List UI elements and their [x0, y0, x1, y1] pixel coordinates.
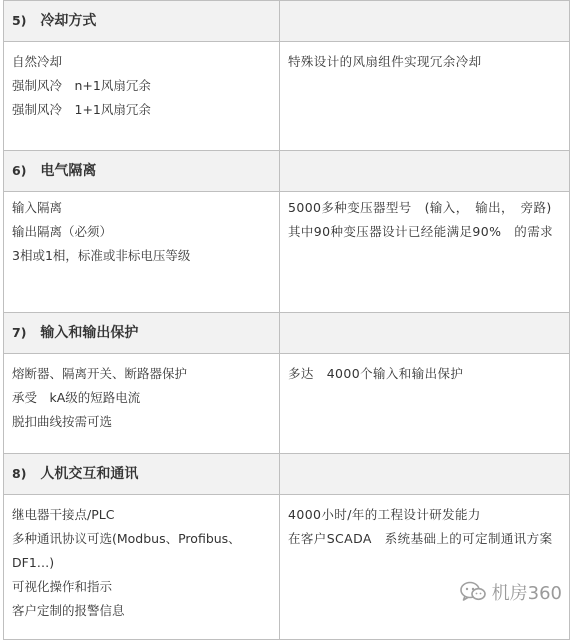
- feature-text: 4000小时/年的工程设计研发能力: [288, 507, 481, 522]
- section-title: 人机交互和通讯: [40, 466, 139, 482]
- options-cell: [4, 354, 280, 454]
- option-line: DF1…): [12, 555, 55, 570]
- option-line: 客户定制的报警信息: [12, 603, 125, 618]
- options-cell: [4, 495, 280, 640]
- section-header-empty-cell: [280, 151, 570, 192]
- section-body-cooling: [4, 42, 570, 151]
- option-line: 强制风冷 n+1风扇冗余: [12, 78, 151, 93]
- option-line: 强制风冷 1+1风扇冗余: [12, 102, 151, 117]
- section-title: 冷却方式: [40, 13, 97, 29]
- section-header-isolation: [4, 151, 570, 192]
- spec-table: [3, 0, 570, 640]
- feature-text: 特殊设计的风扇组件实现冗余冷却: [288, 54, 482, 69]
- option-line: 输出隔离（必须）: [12, 224, 113, 239]
- section-number: 7): [12, 325, 27, 340]
- section-title-cell: [4, 151, 280, 192]
- wechat-icon: [460, 581, 486, 603]
- option-line: 多种通讯协议可选(Modbus、Profibus、: [12, 531, 241, 546]
- section-number: 5): [12, 13, 27, 28]
- section-header-protection: [4, 313, 570, 354]
- section-body-isolation: [4, 192, 570, 313]
- section-body-protection: [4, 354, 570, 454]
- section-header-hmi: [4, 454, 570, 495]
- options-cell: [4, 192, 280, 313]
- feature-cell: [280, 354, 570, 454]
- section-header-empty-cell: [280, 1, 570, 42]
- section-title-cell: [4, 1, 280, 42]
- section-header-empty-cell: [280, 313, 570, 354]
- feature-text: 多达 4000个输入和输出保护: [288, 366, 464, 381]
- feature-text: 5000多种变压器型号 (输入， 输出， 旁路): [288, 200, 552, 215]
- watermark-text: 机房360: [491, 583, 562, 604]
- options-cell: [4, 42, 280, 151]
- section-number: 6): [12, 163, 27, 178]
- option-line: 可视化操作和指示: [12, 579, 113, 594]
- section-title-cell: [4, 454, 280, 495]
- section-title: 输入和输出保护: [40, 325, 139, 341]
- watermark: [460, 579, 562, 605]
- option-line: 承受 kA级的短路电流: [12, 390, 141, 405]
- section-title: 电气隔离: [40, 163, 97, 179]
- option-line: 继电器干接点/PLC: [12, 507, 115, 522]
- feature-cell: [280, 192, 570, 313]
- option-line: 脱扣曲线按需可选: [12, 414, 113, 429]
- feature-text: 其中90种变压器设计已经能满足90% 的需求: [288, 224, 553, 239]
- option-line: 熔断器、隔离开关、断路器保护: [12, 366, 188, 381]
- section-header-empty-cell: [280, 454, 570, 495]
- section-body-hmi: [4, 495, 570, 640]
- option-line: 输入隔离: [12, 200, 63, 215]
- option-line: 3相或1相，标准或非标电压等级: [12, 248, 191, 263]
- option-line: 自然冷却: [12, 54, 63, 69]
- feature-cell: [280, 495, 570, 640]
- section-header-cooling: [4, 1, 570, 42]
- feature-text: 在客户SCADA 系统基础上的可定制通讯方案: [288, 531, 553, 546]
- feature-cell: [280, 42, 570, 151]
- section-number: 8): [12, 466, 27, 481]
- section-title-cell: [4, 313, 280, 354]
